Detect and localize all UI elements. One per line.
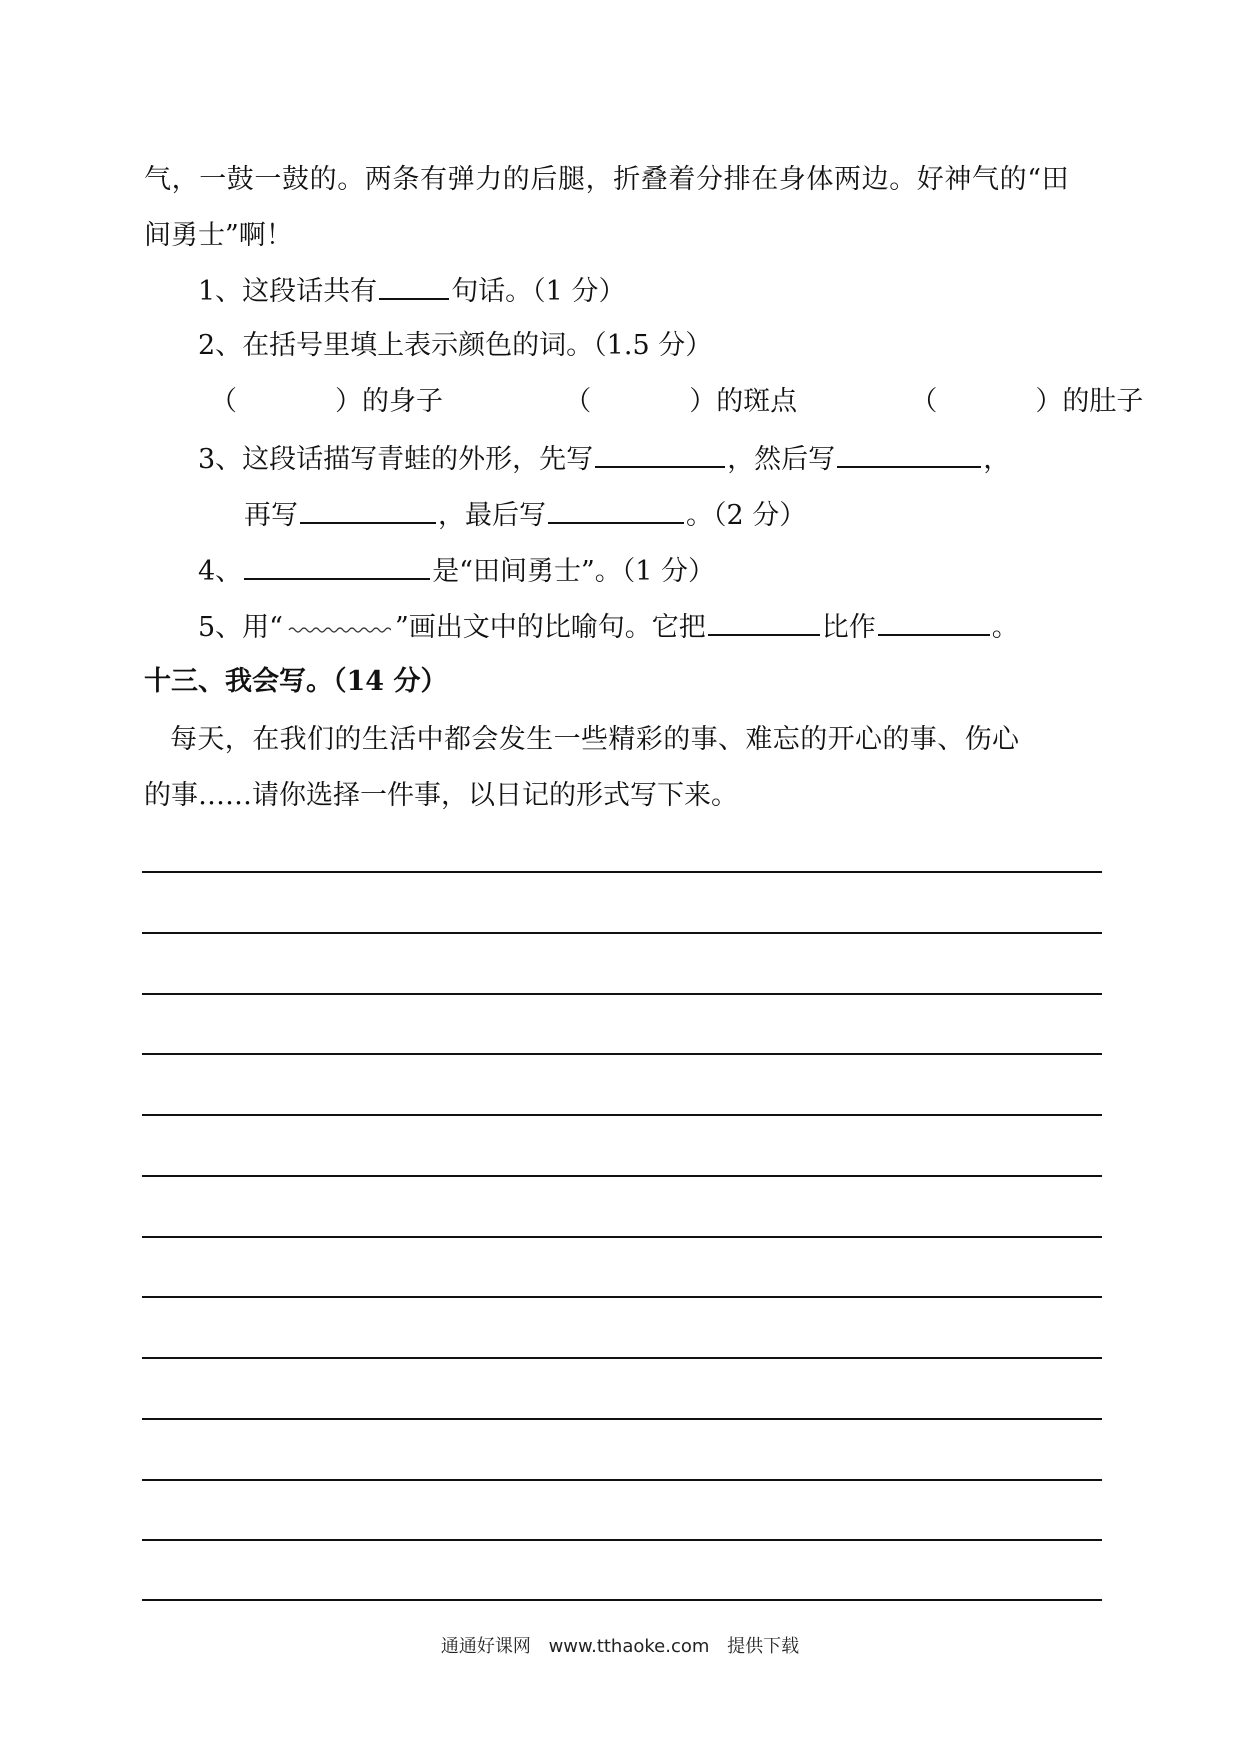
color-item-body: 的身子 — [362, 386, 443, 417]
question-3-prefix: 3、这段话描写青蛙的外形，先写 — [198, 444, 594, 475]
answer-blank-q5-compared[interactable] — [878, 608, 990, 636]
answer-blank-q4[interactable] — [244, 552, 430, 580]
question-5-prefix: 5、用“ — [198, 612, 283, 643]
writing-line[interactable] — [142, 1114, 1102, 1116]
question-5-mid2: 比作 — [821, 612, 876, 643]
paren-close-3: ） — [1035, 386, 1063, 417]
question-3-suffix: 。（2 分） — [686, 500, 807, 531]
section-13-heading: 十三、我会写。（14 分） — [144, 666, 448, 697]
question-1-suffix: 句话。（1 分） — [451, 276, 626, 307]
question-5 — [198, 608, 1019, 644]
question-3-mid1: ，然后写 — [727, 444, 836, 475]
question-1-prefix: 1、这段话共有 — [198, 276, 378, 307]
writing-line[interactable] — [142, 1053, 1102, 1055]
writing-line[interactable] — [142, 1479, 1102, 1481]
question-3-end1: ， — [983, 444, 1011, 475]
answer-blank-q1[interactable] — [379, 272, 449, 300]
passage-line-2: 间勇士”啊！ — [144, 220, 293, 251]
footer-note: 提供下载 — [727, 1636, 800, 1657]
writing-line[interactable] — [142, 1418, 1102, 1420]
question-4 — [198, 552, 715, 588]
question-3-line-2 — [244, 496, 806, 532]
section-13-prompt-line-1: 每天，在我们的生活中都会发生一些精彩的事、难忘的开心的事、伤心 — [170, 724, 1020, 755]
question-2-items — [210, 384, 1143, 420]
writing-line[interactable] — [142, 993, 1102, 995]
footer-url[interactable]: www.tthaoke.com — [548, 1636, 710, 1657]
writing-line[interactable] — [142, 932, 1102, 934]
paren-close-1: ） — [335, 386, 362, 417]
footer-site-name: 通通好课网 — [440, 1636, 531, 1657]
answer-blank-q5-subject[interactable] — [708, 608, 820, 636]
question-5-suffix: 。 — [991, 612, 1019, 643]
writing-line[interactable] — [142, 1599, 1102, 1601]
writing-line[interactable] — [142, 871, 1102, 873]
writing-line[interactable] — [142, 1296, 1102, 1298]
wavy-underline-icon — [287, 622, 391, 636]
paren-open-2: （ — [564, 386, 592, 417]
writing-line[interactable] — [142, 1175, 1102, 1177]
color-item-belly: 的肚子 — [1062, 386, 1144, 417]
question-5-mid: ”画出文中的比喻句。它把 — [394, 612, 706, 643]
writing-line[interactable] — [142, 1236, 1102, 1238]
section-13-prompt-line-2: 的事……请你选择一件事，以日记的形式写下来。 — [144, 780, 738, 811]
paren-open-3: （ — [910, 386, 938, 417]
answer-blank-q3-first[interactable] — [595, 440, 725, 468]
answer-blank-q3-again[interactable] — [300, 496, 436, 524]
question-4-suffix: 是“田间勇士”。（1 分） — [432, 556, 716, 587]
page-footer — [0, 1632, 1240, 1658]
passage-line-1: 气，一鼓一鼓的。两条有弹力的后腿，折叠着分排在身体两边。好神气的“田 — [144, 164, 1070, 195]
writing-line[interactable] — [142, 1357, 1102, 1359]
answer-blank-q3-then[interactable] — [837, 440, 981, 468]
question-3-prefix2: 再写 — [244, 500, 298, 531]
color-item-spots: 的斑点 — [716, 386, 798, 417]
question-3-line-1 — [198, 440, 1010, 476]
question-3-mid2: ，最后写 — [438, 500, 546, 531]
question-4-prefix: 4、 — [198, 556, 243, 587]
writing-line[interactable] — [142, 1539, 1102, 1541]
paren-close-2: ） — [689, 386, 717, 417]
question-2: 2、在括号里填上表示颜色的词。（1.5 分） — [198, 330, 713, 361]
question-1 — [198, 272, 625, 308]
paren-open-1: （ — [210, 386, 237, 417]
answer-blank-q3-last[interactable] — [548, 496, 684, 524]
